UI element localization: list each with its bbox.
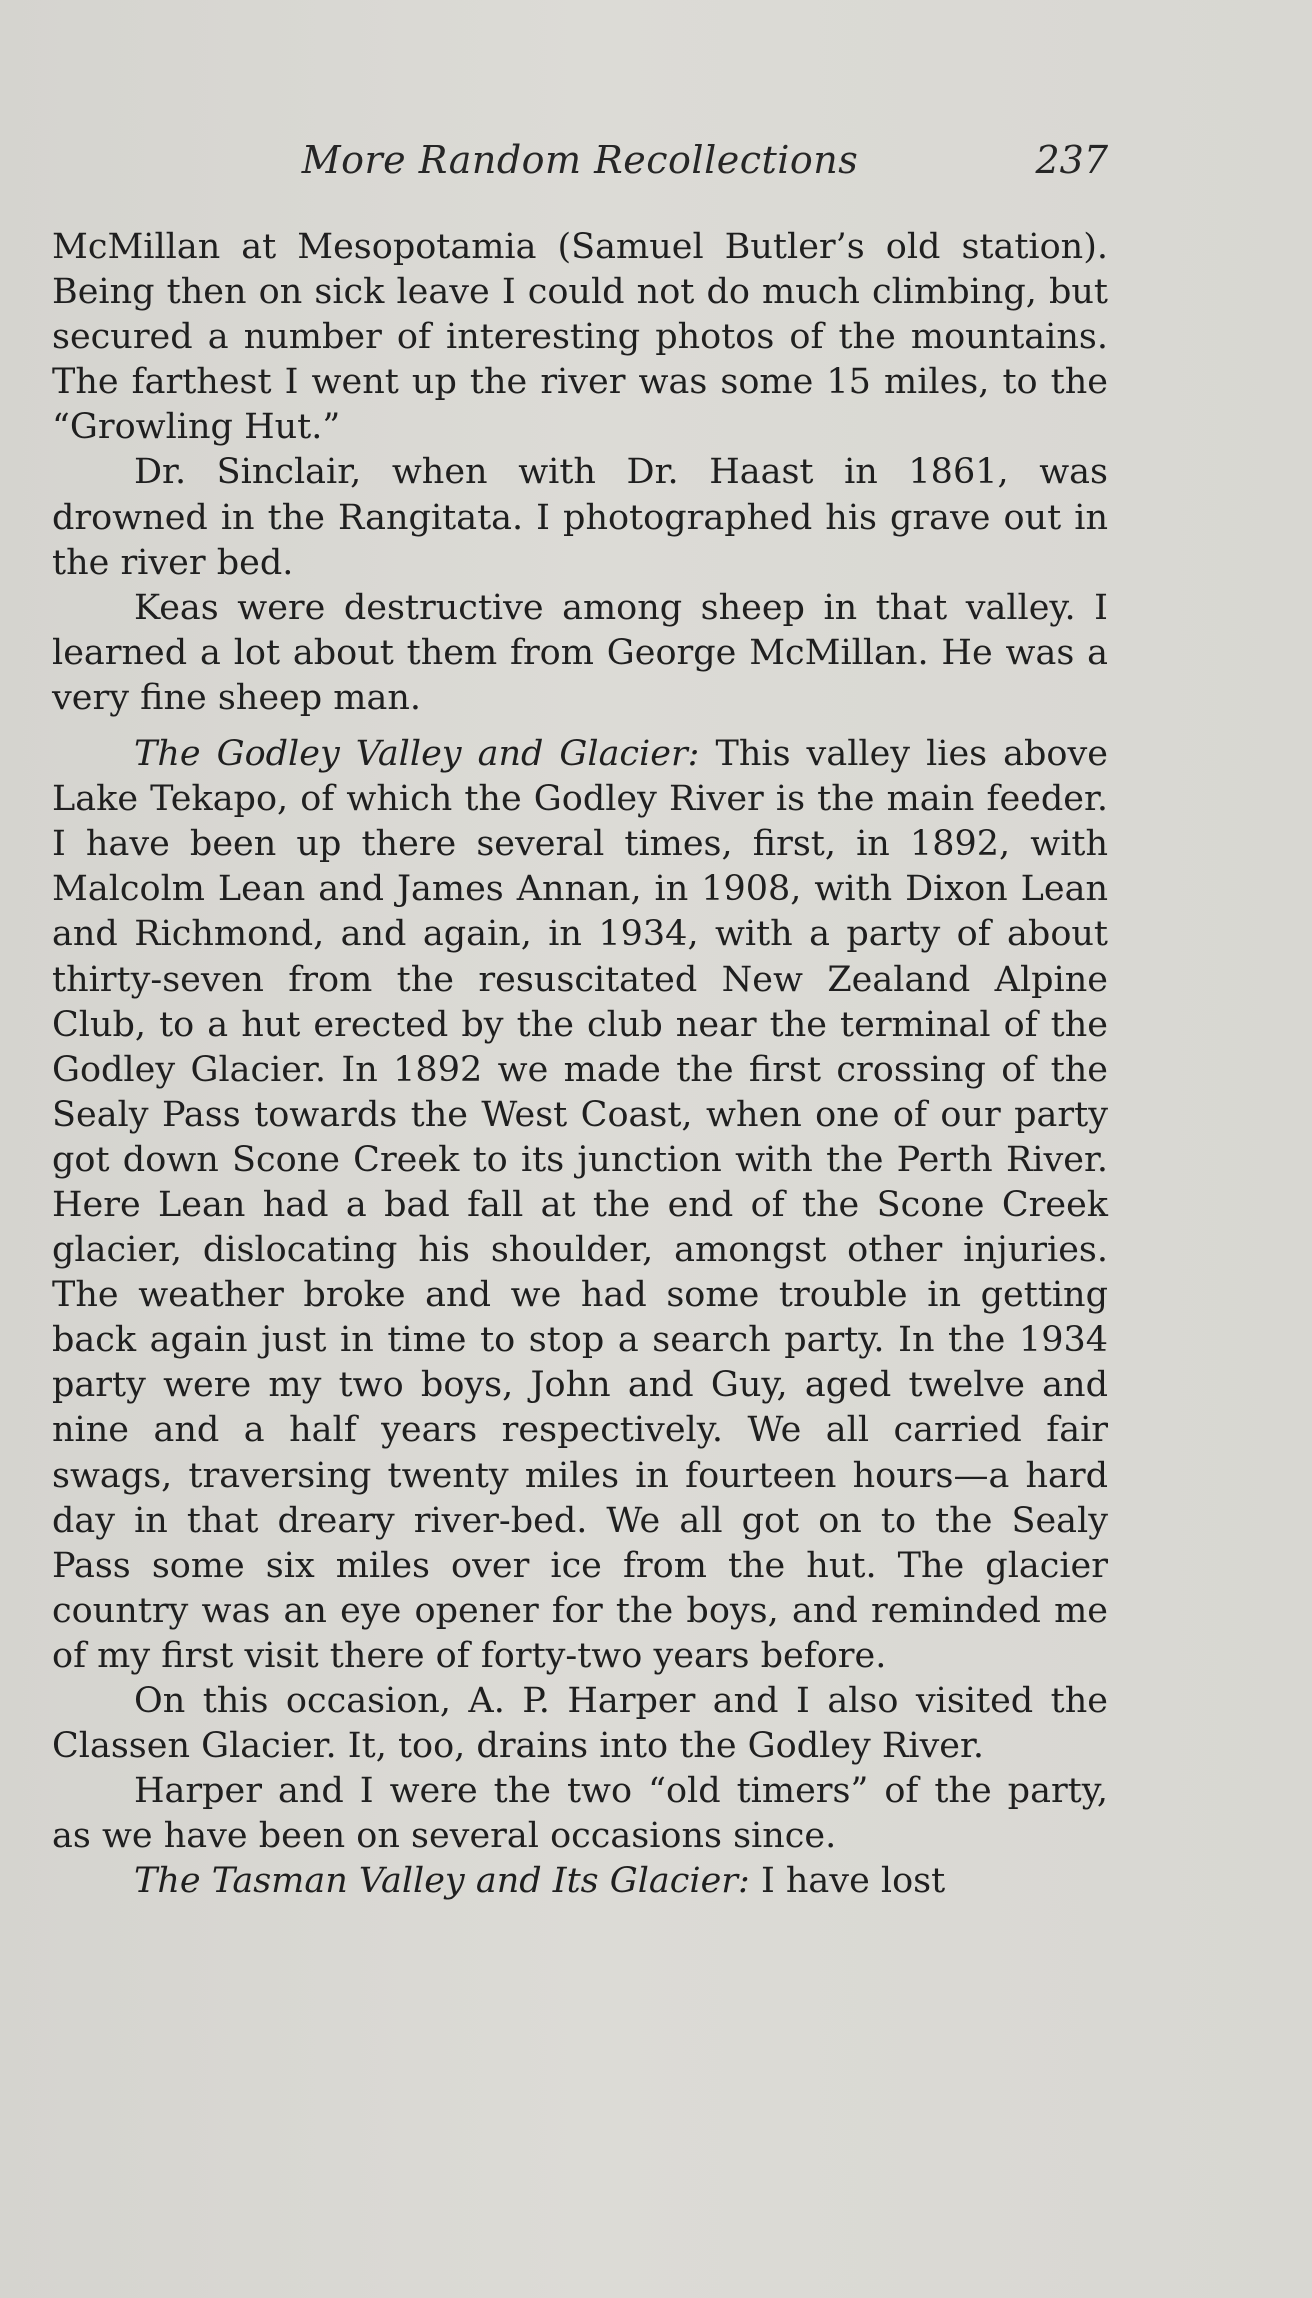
paragraph-text: Harper and I were the two “old timers” of the party, as we have been on several occasions since. (52, 1771, 1108, 1857)
page-header (52, 138, 1108, 194)
paragraph-7 (52, 1859, 1108, 1904)
paragraph-4 (52, 732, 1108, 1679)
paragraph-text: Keas were destructive among sheep in that valley. I learned a lot about them from George McMillan. He was a very fine sheep man. (52, 587, 1108, 718)
paragraph-text: On this occasion, A. P. Harper and I also visited the Classen Glacier. It, too, drains into the Godley River. (52, 1681, 1108, 1767)
page-number: 237 (1035, 138, 1108, 182)
paragraph-text: I have lost (749, 1861, 946, 1902)
paragraph-3 (52, 586, 1108, 721)
paragraph-6 (52, 1769, 1108, 1859)
paragraph-2 (52, 450, 1108, 585)
section-heading-tasman: The Tasman Valley and Its Glacier: (134, 1861, 750, 1902)
paragraph-text: This valley lies above Lake Tekapo, of which the Godley River is the main feeder. I have been up there several times, first, in 1892, with Malcolm Lean and James Annan, in 1908, with Dixon Lean and Richmond, and again, in 1934, with a party of about thirty-seven from the resuscitated New Zealand Alpine Club, to a hut erected by the club near the terminal of the Godley Glacier. In 1892 we made the first crossing of the Sealy Pass towards the West Coast, when one of our party got down Scone Creek to its junction with the Perth River. Here Lean had a bad fall at the end of the Scone Creek glacier, dislocating his shoulder, amongst other injuries. The weather broke and we had some trouble in getting back again just in time to stop a search party. In the 1934 party were my two boys, John and Guy, aged twelve and nine and a half years respectively. We all carried fair swags, traversing twenty miles in fourteen hours—a hard day in that dreary river-bed. We all got on to the Sealy Pass some six miles over ice from the hut. The glacier country was an eye opener for the boys, and reminded me of my first visit there of forty-two years before. (52, 734, 1108, 1676)
paragraph-5 (52, 1679, 1108, 1769)
running-head: More Random Recollections (301, 138, 859, 182)
paragraph-text: Dr. Sinclair, when with Dr. Haast in 1861, was drowned in the Rangitata. I photographed his grave out in the river bed. (52, 452, 1108, 583)
paragraph-text: McMillan at Mesopotamia (Samuel Butler’s old station). Being then on sick leave I could not do much climbing, but secured a number of interesting photos of the mountains. The farthest I went up the river was some 15 miles, to the “Growling Hut.” (52, 227, 1108, 448)
section-heading-godley: The Godley Valley and Glacier: (134, 734, 700, 775)
body-text (52, 225, 1108, 1904)
paragraph-1 (52, 225, 1108, 450)
